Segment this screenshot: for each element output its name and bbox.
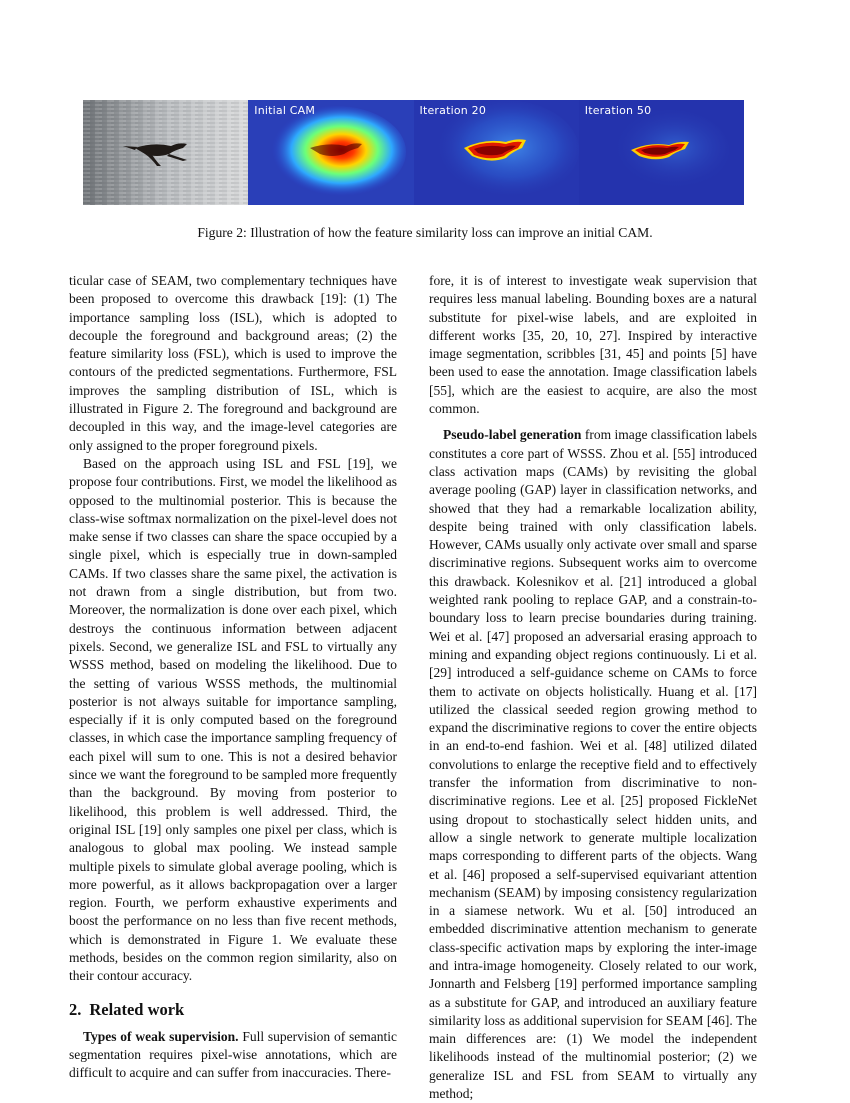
right-paragraph-1: fore, it is of interest to investigate weak supervision that requires less manual labeling. Bounding boxes are a natural substitute for pixel-wise labels, and are exploited in different works [35, 20, 10, 27]. Inspired by interactive image segmentation, scribbles [31, 45] and points [5] have been used to ease the annotation. Image classification labels [55], which are the easiest to acquire, are also the most common. [429,273,757,417]
runin-heading-weak-supervision: Types of weak supervision. [83,1028,239,1044]
left-paragraph-3 [69,1028,397,1083]
right-paragraph-2 [429,426,757,1103]
runin-heading-pseudo-label: Pseudo-label generation [443,427,582,443]
panel-label-iteration-20: Iteration 20 [419,104,487,117]
section-heading-related-work [69,1000,397,1020]
section-number: 2. [69,999,82,1019]
figure-2 [83,100,744,205]
figure-caption: Figure 2: Illustration of how the feature similarity loss can improve an initial CAM. [197,225,653,240]
left-paragraph-3-body: Full supervision of semantic segmentation requires pixel-wise annotations, which are difficult to acquire and can suffer from inaccuracies. There- [69,1028,397,1081]
panel-label-iteration-50: Iteration 50 [584,104,652,117]
figure-panel-iteration-50 [579,100,744,205]
right-paragraph-2-body: from image classification labels constitutes a core part of WSSS. Zhou et al. [55] introduced class activation maps (CAMs) by revisiting the global average pooling (GAP) layer in classification networks, and showed that they had a remarkable localization ability, despite being trained with only classification labels. However, CAMs usually only activate over small and sparse discriminative regions. Subsequent works aim to overcome this drawback. Kolesnikov et al. [21] introduced a global weighted rank pooling to replace GAP, and a constrain-to-boundary loss to learn precise boundaries during training. Wei et al. [47] proposed an adversarial erasing approach to mining and expanding object regions continuously. Li et al. [29] introduced a self-guidance scheme on CAMs to force them to activate on objects holistically. Huang et al. [17] utilized the classical seeded region growing method to expand the discriminative regions to cover the entire objects in an end-to-end fashion. Wei et al. [48] utilized dilated convolutions to enlarge the receptive field and to effectively transfer the information from discriminative to non-discriminative regions. Lee et al. [25] proposed FickleNet using dropout to stochastically select hidden units, and allow a single network to generate multiple localization maps corresponding to different parts of the objects. Wang et al. [46] proposed a self-supervised equivariant attention mechanism (SEAM) by imposing consistency regularization in a siamese network. Wu et al. [50] introduced an embedded discriminative attention mechanism to generate class-specific activation maps by exploring the inter-image and intra-image homogeneity. Closely related to our work, Jonnarth and Felsberg [19] performed importance sampling as a substitute for GAP, and introduced an auxiliary feature similarity loss as additional supervision for SEAM [46]. The main differences are: (1) We model the independent likelihoods instead of the multinomial posterior; (2) we generalize ISL and FSL from SEAM to virtually any method; [429,427,757,1102]
left-column [69,272,397,1082]
figure-panel-original [83,100,248,205]
bird-photo-image [83,100,248,205]
panel-label-initial-cam: Initial CAM [254,104,316,117]
left-paragraph-2: Based on the approach using ISL and FSL [19], we propose four contributions. First, we model the likelihood as opposed to the multinomial posterior. This is because the class-wise softmax normalization on the pixel-level does not make sense if two classes can share the space occupied by a single pixel, which is especially true in down-sampled CAMs. If two classes share the same pixel, the activation is not drawn from a single distribution, but from two. Moreover, the normalization is done over each pixel, which destroys the continuous information between adjacent pixels. Second, we generalize ISL and FSL to virtually any WSSS method, based on modeling the likelihood. Due to the setting of various WSSS methods, the multinomial posterior is not always suitable for importance sampling, especially if it is only computed based on the foreground classes, in which case the importance sampling frequency of each pixel will sum to one. This is not a desired behavior since we want the foreground to be sampled more frequently than the background. By moving from posterior to likelihood, this problem is well addressed. Third, the original ISL [19] only samples one pixel per class, which is analogous to global max pooling. We instead sample multiple pixels to simulate global average pooling, which is more powerful, as it allows backpropagation over a larger region. Fourth, we perform exhaustive experiments and boost the performance on no less than five recent methods, which is demonstrated in Figure 1. We evaluate these methods, besides on the common region similarity, also on their contour accuracy. [69,455,398,984]
figure-panel-iteration-20 [414,100,579,205]
right-column [429,272,757,1103]
section-title: Related work [89,999,185,1019]
figure-panel-initial-cam [248,100,413,205]
left-paragraph-1: ticular case of SEAM, two complementary techniques have been proposed to overcome this drawback [19]: (1) The importance sampling loss (ISL), which is adopted to decouple the foreground and background areas; (2) the feature similarity loss (FSL), which is used to improve the contours of the predicted segmentations. Furthermore, FSL improves the sampling distribution of ISL, which is illustrated in Figure 2. The foreground and background are decoupled in this way, and the image-level categories are only assigned to the proper foreground pixels. [69,273,397,453]
